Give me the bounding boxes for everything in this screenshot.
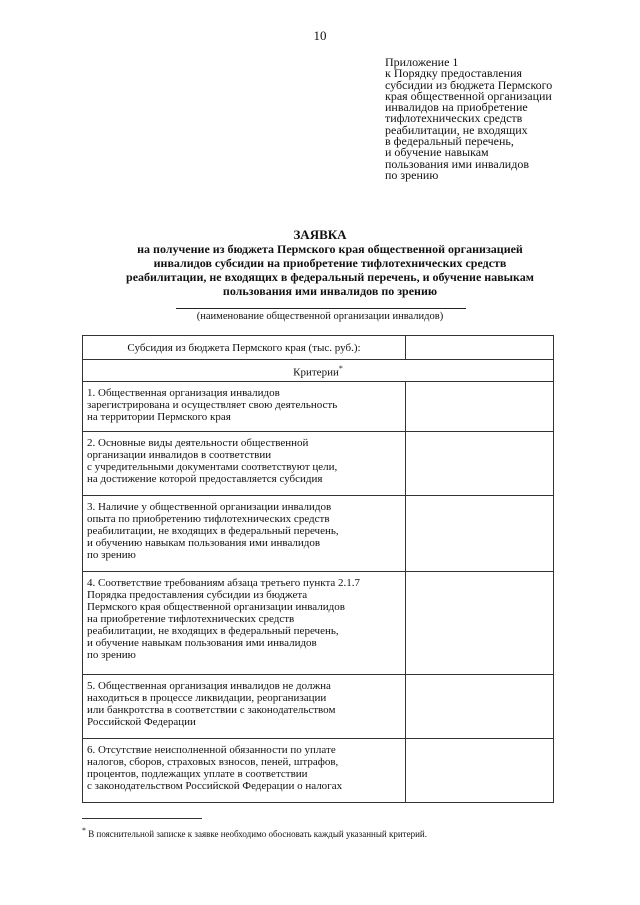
org-name-blank-line	[176, 308, 466, 309]
criterion-value-cell	[406, 382, 554, 432]
subtitle-line: пользования ими инвалидов по зрению	[222, 284, 438, 298]
appendix-line: субсидии из бюджета Пермского	[385, 77, 553, 92]
criterion-text-line: организации инвалидов в соответствии	[87, 449, 272, 461]
subtitle-line: инвалидов субсидии на приобретение тифлотехнических средств	[153, 256, 507, 270]
org-name-caption: (наименование общественной организации инвалидов)	[196, 311, 444, 322]
subsidy-label: Субсидия из бюджета Пермского края (тыс. руб.):	[83, 336, 406, 360]
criterion-text-line: 1. Общественная организация инвалидов	[87, 387, 280, 399]
appendix-note	[385, 57, 625, 181]
criterion-text-line: на приобретение тифлотехнических средств	[87, 613, 295, 625]
appendix-line: реабилитации, не входящих	[385, 122, 528, 137]
appendix-line: в федеральный перечень,	[385, 134, 514, 149]
criterion-text-line: реабилитации, не входящих в федеральный перечень,	[87, 625, 339, 637]
criterion-text-line: 5. Общественная организация инвалидов не должна	[87, 680, 331, 692]
criterion-cell	[83, 675, 406, 739]
criterion-text-line: по зрению	[87, 649, 136, 661]
criterion-text-line: опыта по приобретению тифлотехнических средств	[87, 513, 330, 525]
table-row	[83, 382, 554, 432]
subtitle-line: реабилитации, не входящих в федеральный перечень, и обучение навыкам	[126, 270, 534, 284]
footnote-mark: *	[82, 826, 86, 835]
footnote	[82, 826, 602, 839]
appendix-line: и обучение навыкам	[385, 145, 489, 160]
document-subtitle	[60, 242, 600, 298]
criterion-cell	[83, 496, 406, 572]
criterion-text-line: по зрению	[87, 549, 136, 561]
criterion-value-cell	[406, 572, 554, 675]
criterion-value-cell	[406, 739, 554, 803]
footnote-reference: *	[338, 363, 343, 373]
subtitle-line: на получение из бюджета Пермского края общественной организацией	[137, 242, 523, 256]
criterion-text-line: Пермского края общественной организации инвалидов	[87, 601, 345, 613]
criterion-text-line: находиться в процессе ликвидации, реорганизации	[87, 692, 327, 704]
criterion-text-line: и обучению навыкам пользования ими инвалидов	[87, 537, 321, 549]
appendix-line: инвалидов на приобретение	[385, 100, 528, 115]
criterion-value-cell	[406, 496, 554, 572]
table-row	[83, 432, 554, 496]
table-row	[83, 739, 554, 803]
criterion-text-line: или банкротства в соответствии с законодательством	[87, 704, 336, 716]
criterion-text-line: налогов, сборов, страховых взносов, пеней, штрафов,	[87, 756, 339, 768]
criterion-text-line: зарегистрирована и осуществляет свою деятельность	[87, 399, 338, 411]
criterion-cell	[83, 432, 406, 496]
criteria-header	[83, 360, 554, 382]
criteria-table	[82, 335, 554, 803]
appendix-line: пользования ими инвалидов	[385, 156, 529, 171]
criterion-text-line: и обучение навыкам пользования ими инвалидов	[87, 637, 317, 649]
criteria-header-label: Критерии	[293, 366, 339, 379]
criterion-cell	[83, 382, 406, 432]
criterion-value-cell	[406, 675, 554, 739]
table-row	[83, 572, 554, 675]
appendix-line: Приложение 1	[385, 55, 459, 69]
criterion-text-line: процентов, подлежащих уплате в соответствии	[87, 768, 308, 780]
criterion-text-line: реабилитации, не входящих в федеральный перечень,	[87, 525, 339, 537]
appendix-line: края общественной организации	[385, 88, 552, 103]
subsidy-value-cell	[406, 336, 554, 360]
appendix-line: по зрению	[385, 167, 439, 182]
criterion-value-cell	[406, 432, 554, 496]
criterion-text-line: 6. Отсутствие неисполненной обязанности по уплате	[87, 744, 336, 756]
criterion-text-line: на территории Пермского края	[87, 411, 231, 423]
subsidy-row	[83, 336, 554, 360]
criterion-text-line: с учредительными документами соответствуют цели,	[87, 461, 338, 473]
criterion-text-line: 4. Соответствие требованиям абзаца третьего пункта 2.1.7	[87, 577, 361, 589]
page-number: 10	[313, 28, 327, 43]
criterion-text-line: Порядка предоставления субсидии из бюджета	[87, 589, 308, 601]
document-title: ЗАЯВКА	[293, 227, 347, 242]
table-row	[83, 675, 554, 739]
criterion-text-line: с законодательством Российской Федерации о налогах	[87, 780, 343, 792]
criterion-text-line: 2. Основные виды деятельности общественной	[87, 437, 309, 449]
footnote-divider	[82, 818, 202, 819]
appendix-line: тифлотехнических средств	[385, 111, 523, 126]
criterion-text-line: Российской Федерации	[87, 716, 196, 728]
criteria-header-row	[83, 360, 554, 382]
appendix-line: к Порядку предоставления	[385, 66, 523, 81]
criterion-text-line: на достижение которой предоставляется субсидия	[87, 473, 323, 485]
footnote-text: В пояснительной записке к заявке необходимо обосновать каждый указанный критерий.	[88, 829, 427, 839]
table-row	[83, 496, 554, 572]
criterion-cell	[83, 572, 406, 675]
criterion-cell	[83, 739, 406, 803]
criterion-text-line: 3. Наличие у общественной организации инвалидов	[87, 501, 332, 513]
